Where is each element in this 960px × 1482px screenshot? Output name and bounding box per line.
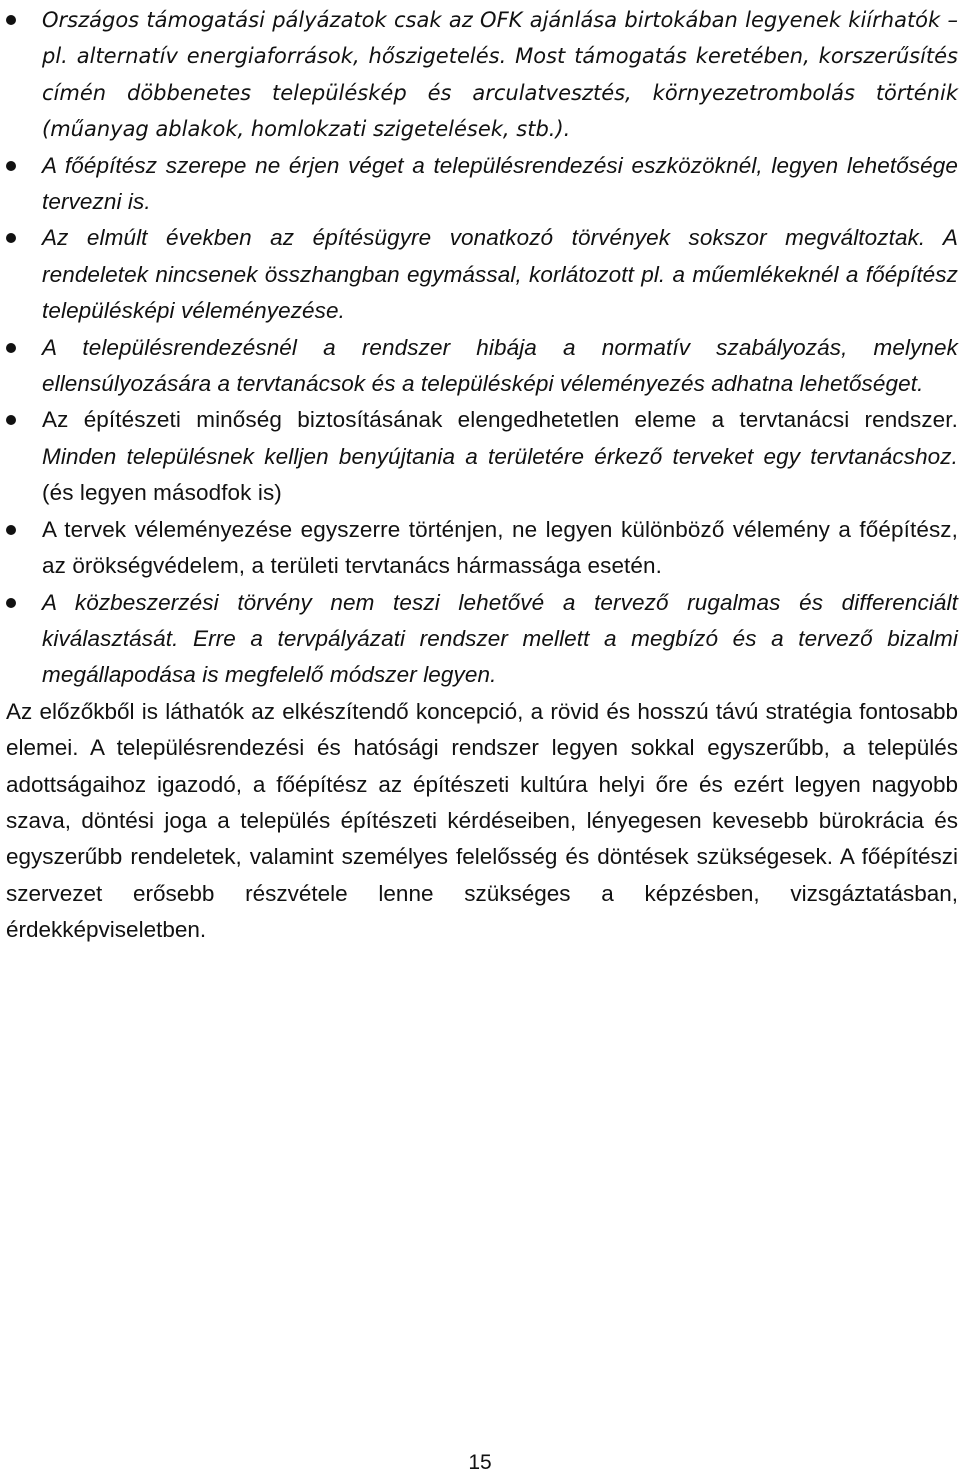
bullet-icon [6,161,16,171]
bullet-text: Az elmúlt években az építésügyre vonatkozó törvények sokszor megváltoztak. A rendeletek nincsenek összhangban egymással, korlátozott pl. a műemlékeknél a főépítész településképi véleményezése. [42,225,958,324]
bullet-text: Az építészeti minőség biztosításának elengedhetetlen eleme a tervtanácsi rendszer. [42,407,958,433]
bullet-item [6,402,960,511]
bullet-list [6,2,960,694]
bullet-text: A főépítész szerepe ne érjen véget a településrendezési eszközöknél, legyen lehetősége tervezni is. [42,152,958,215]
bullet-text: A településrendezésnél a rendszer hibája a normatív szabályozás, melynek ellensúlyozására a tervtanácsok és a településképi véleményezés adhatna lehetőséget. [42,334,958,397]
bullet-item [6,512,960,585]
closing-paragraph: Az előzőkből is láthatók az elkészítendő koncepció, a rövid és hosszú távú stratégia fontosabb elemei. A településrendezési és hatósági rendszer legyen sokkal egyszerűbb, a település adottságaihoz igazodó, a főépítész az építészeti kultúra helyi őre és ezért legyen nagyobb szava, döntési joga a település építészeti kérdéseiben, lényegesen kevesebb bürokrácia és egyszerűbb rendeletek, valamint személyes felelősség és döntések szükségesek. A főépítészi szervezet erősebb részvétele lenne szükséges a képzésben, vizsgáztatásban, érdekképviseletben. [6,698,958,943]
bullet-item [6,2,960,148]
bullet-item [6,148,960,221]
bullet-text: Országos támogatási pályázatok csak az OFK ajánlása birtokában legyenek kiírhatók – pl. alternatív energiaforrások, hőszigetelés. Most támogatás keretében, korszerűsítés címén döbbenetes településkép és arculatvesztés, környezetrombolás történik (műanyag ablakok, homlokzati szigetelések, stb.). [42,8,958,142]
bullet-item [6,220,960,329]
bullet-icon [6,525,16,535]
bullet-text: A tervek véleményezése egyszerre történjen, ne legyen különböző vélemény a főépítész, az örökségvédelem, a területi tervtanács hármassága esetén. [42,516,958,579]
bullet-icon [6,598,16,608]
bullet-text: Minden településnek kelljen benyújtania a területére érkező terveket egy tervtanácshoz. [42,443,958,469]
bullet-item [6,585,960,694]
bullet-item [6,330,960,403]
bullet-icon [6,233,16,243]
bullet-text: (és legyen másodfok is) [42,480,282,506]
page-number: 15 [468,1451,492,1474]
bullet-text: Erre a tervpályázati rendszer mellett a megbízó és a tervező bizalmi megállapodása is megfelelő módszer legyen. [42,625,958,688]
bullet-icon [6,415,16,425]
bullet-icon [6,15,16,25]
bullet-icon [6,343,16,353]
bullet-text: A közbeszerzési törvény nem teszi lehetővé a tervező rugalmas és differenciált kiválasztását. [42,589,958,651]
